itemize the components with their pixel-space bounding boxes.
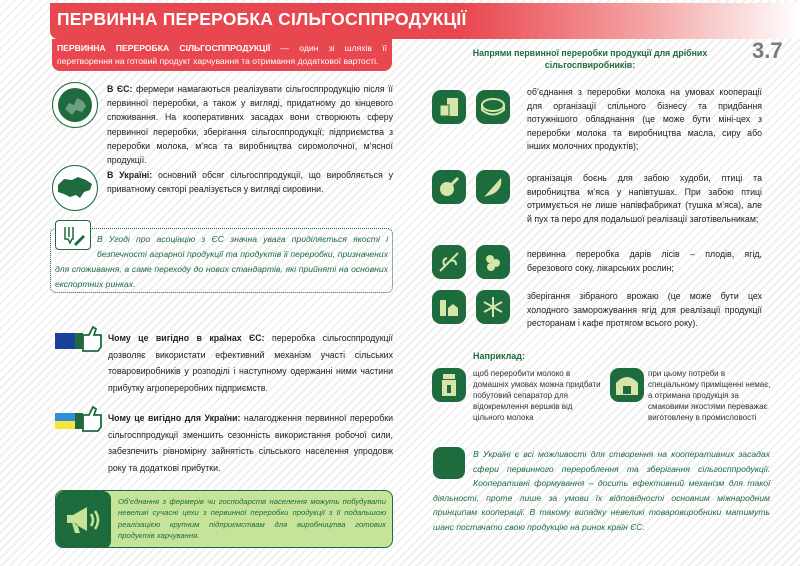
callout-text: Об’єднання з фермерів чи господарств населення можуть побудувати невеликі сучасні цехи з первинної переробки продукції з її подальшою реалізацією крупним підприємствам для виробництва готових продуктів харчування.: [118, 497, 386, 541]
conclusion-box: [433, 447, 770, 534]
direction-item: об’єднання з переробки молока на умовах кооперації для організації спільного бізнесу та придбання потужнішого обладнання (це може бути міні-цех з переробки молока та виробництва масла, сиру або інших молочних продуктів);: [527, 87, 762, 152]
direction-item: організація боєнь для забою худоби, птиці та виробництва м’яса у напівтушах. При забою птиці отримується не лише напівфабрикат (тушка м’яса), але й пух та перо для подальшої реалізації заготівельникам;: [527, 173, 762, 224]
silo-barn-icon: [432, 290, 466, 324]
intro-text: — один зі шляхів її перетворення на готовий продукт харчування та отримання додаткової вартості.: [57, 43, 387, 66]
direction-item: зберігання зібраного врожаю (це може бути цех холодного заморожування ягід для реалізації продукції ресторанам і кафе протягом всього року).: [527, 291, 762, 329]
snowflake-icon: [476, 290, 510, 324]
agreement-box: [50, 228, 393, 293]
europe-map-icon: [52, 82, 98, 128]
barn-icon: [610, 368, 644, 402]
milk-can-icon: [432, 368, 466, 402]
callout-box: [55, 490, 393, 548]
intro-box: [52, 39, 392, 71]
herb-icon: [432, 245, 466, 279]
berries-icon: [476, 245, 510, 279]
benefit-eu-paragraph: Чому це вигідно в країнах ЄС: переробка сільгосппродукції дозволяє використати ефективний механізм участі сільських товаровиробників у розподілі і наступному одержанні ними частини прибутку агропереробних підприємств.: [108, 333, 393, 393]
eu-flag-thumbs-up-icon: [55, 325, 103, 353]
example-left-text: щоб переробити молоко в домашніх умовах можна придбати побутовий сепаратор для відокремлення вершків від цільного молока: [473, 369, 601, 422]
example-title: Наприклад:: [473, 351, 526, 361]
ukraine-paragraph: В Україні: основний обсяг сільгосппродукції, що виробляється у приватному секторі реалізується у вигляді сировини.: [107, 170, 393, 195]
ukraine-map-icon: [52, 165, 98, 211]
benefit-ua-paragraph: Чому це вигідно для України: налагодження первинної переробки сільгосппродукції зменшить сезонність використання робочої сили, забезпечить рівномірну зайнятість сільського населення упродовж року та додаткові прибутки.: [108, 413, 393, 473]
document-trident-pen-icon: [55, 220, 91, 250]
agreement-text: В Угоді про асоціацію з ЄС значна увага приділяється якості і безпечності аграрної продукції та продуктів її переробки, призначених для споживання, а саме переходу до нових стандартів, які прийняті на основних експортних ринках.: [55, 234, 388, 289]
page-number: 3.7: [752, 38, 783, 63]
milk-icon: [432, 90, 466, 124]
page-title: ПЕРВИННА ПЕРЕРОБКА СІЛЬГОСППРОДУКЦІЇ: [57, 9, 467, 29]
eu-paragraph: В ЄС: фермери намагаються реалізувати сільгосппродукцію після її первинної переробки, а також у вигляді, придатному до кінцевого споживання. На кооперативних засадах вони створюють сферу первинної переробки, зберігання сільгосппродукції; підприємства з переробки молока, м’яса та виробництва сиромолочної, м’ясної продукції.: [107, 84, 393, 166]
ua-flag-thumbs-up-icon: [55, 405, 103, 433]
conclusion-text: В Україні є всі можливості для створення на кооперативних засадах сфери первинного перероблення та зберігання сільгосппродукції. Кооперативні формування – досить ефективний механізм для такої діяльності, проте лише за умови їх відповідності основним міжнародним принципам кооперації. В такому випадку невеликі товаровиробники матимуть шанс постачати свою продукцію на ринок країн ЄС.: [433, 449, 770, 532]
intro-bold: ПЕРВИННА ПЕРЕРОБКА СІЛЬГОСППРОДУКЦІЇ: [57, 43, 271, 53]
megaphone-icon: [56, 491, 111, 548]
feather-icon: [476, 170, 510, 204]
directions-title: Напрями первинної переробки продукції для дрібних сільгоспвиробників:: [472, 48, 708, 70]
vegetable-crate-icon: [433, 447, 465, 479]
direction-item: первинна переробка дарів лісів – плодів, ягід, березового соку, лікарських рослин;: [527, 249, 762, 273]
chicken-leg-icon: [432, 170, 466, 204]
example-right-text: при цьому потреби в спеціальному приміщенні немає, а отримана продукція за смаковими якостями переважає виготовлену в промисловості: [648, 369, 771, 422]
cheese-icon: [476, 90, 510, 124]
